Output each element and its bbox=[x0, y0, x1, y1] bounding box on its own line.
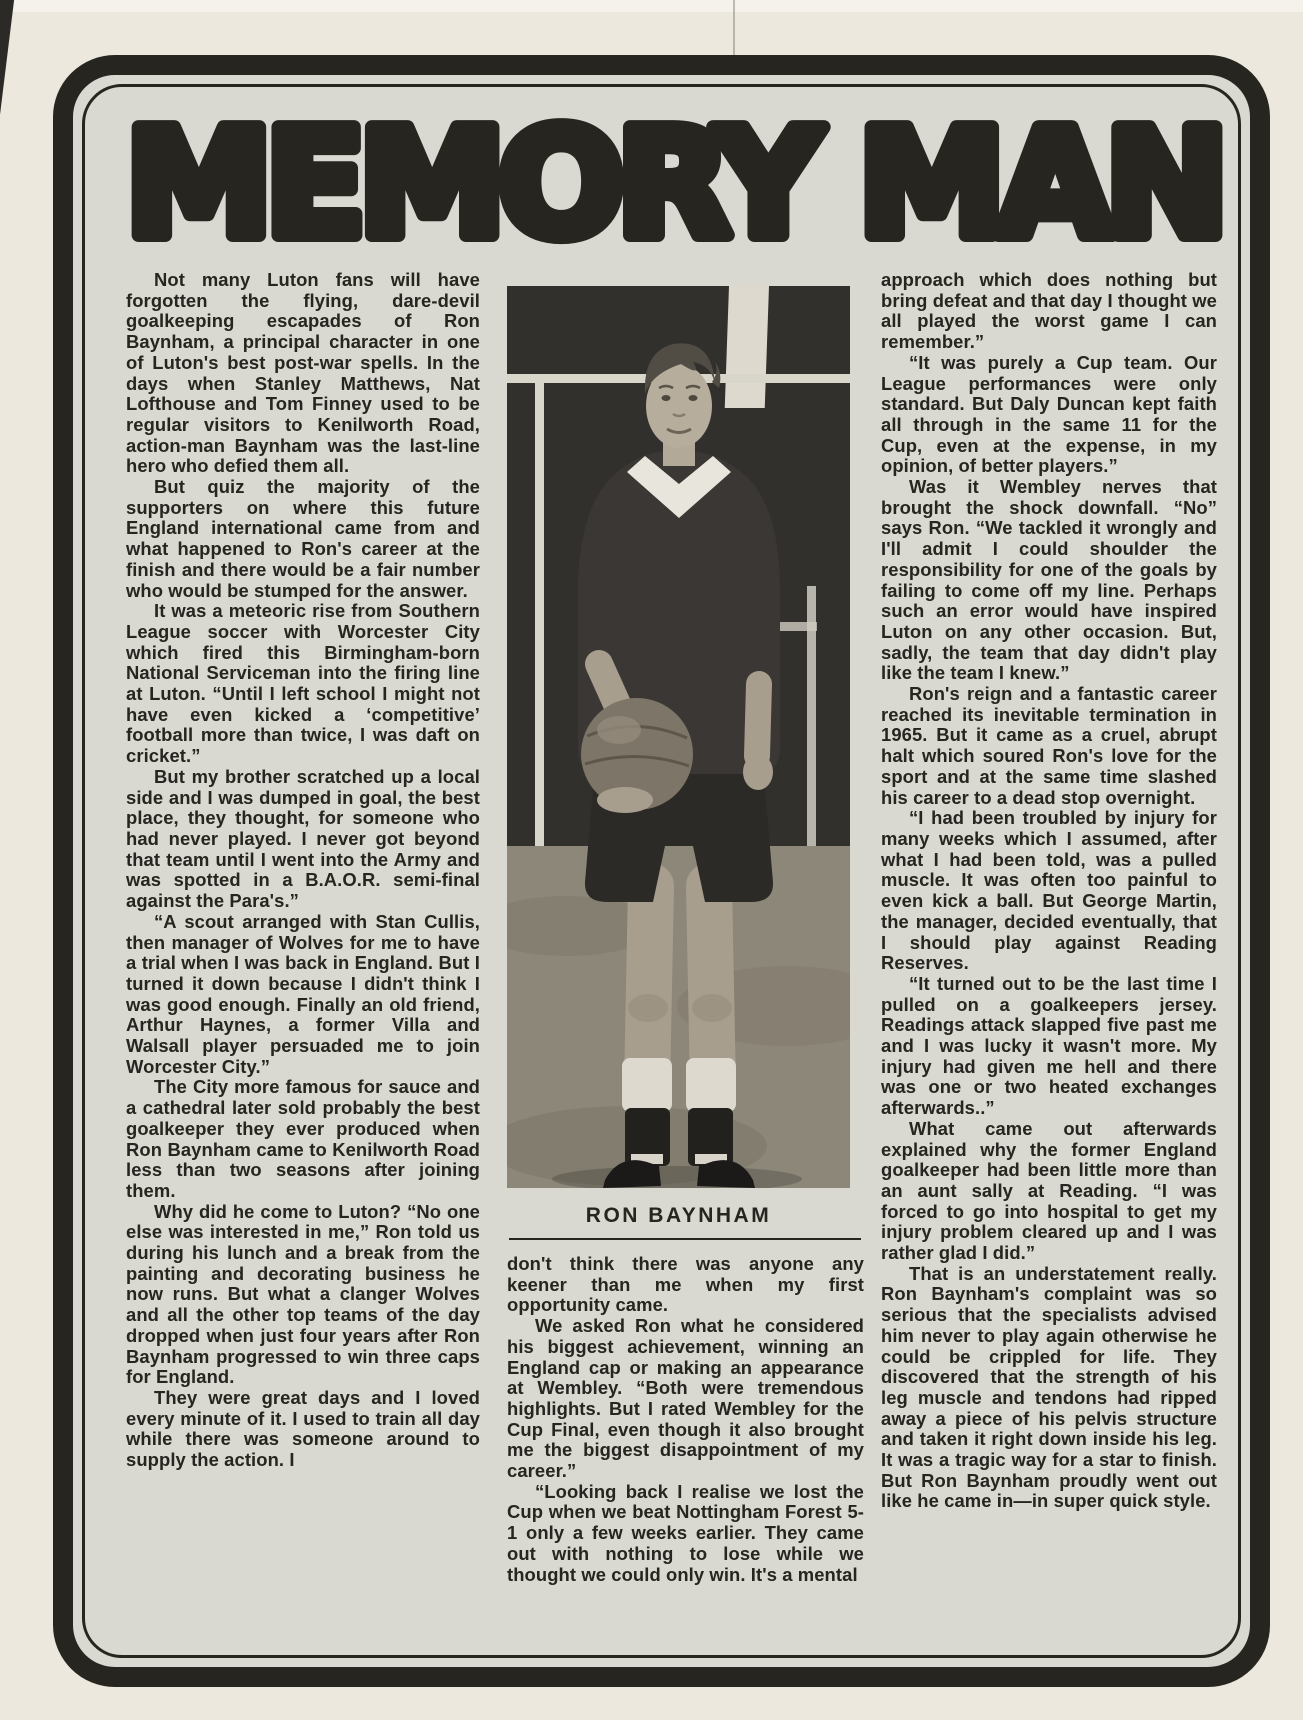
paragraph: But quiz the majority of the supporters on where this future England international came from and what happened to Ron's career at the finish and there would be a fair number who would be stumped for the answer. bbox=[126, 476, 480, 601]
column-left bbox=[126, 270, 480, 1471]
paragraph: The City more famous for sauce and a cathedral later sold probably the best goalkeeper they ever produced when Ron Baynham came to Kenilworth Road less than two seasons after joining them. bbox=[126, 1076, 480, 1201]
paragraph: Was it Wembley nerves that brought the shock downfall. “No” says Ron. “We tackled it wrongly and I'll admit I could shoulder the responsibility for one of the goals by failing to come off my line. Perhaps such an error would have inspired Luton on any other occasion. But, sadly, the team that day didn't play like the team I knew.” bbox=[881, 476, 1217, 684]
page-title: MEMORY MAN bbox=[125, 111, 1222, 263]
paragraph: “A scout arranged with Stan Cullis, then manager of Wolves for me to have a trial when I was back in England. But I turned it down because I didn't think I was good enough. Finally an old friend, Arthur Haynes, a former Villa and Walsall player persuaded me to join Worcester City.” bbox=[126, 910, 480, 1077]
paragraph: approach which does nothing but bring defeat and that day I thought we all played the worst game I can remember.” bbox=[881, 269, 1217, 353]
paragraph: They were great days and I loved every minute of it. I used to train all day while there was someone around to supply the action. I bbox=[126, 1386, 480, 1471]
paper-crease bbox=[733, 0, 735, 56]
paragraph: What came out afterwards explained why the former England goalkeeper had been little more than an aunt sally at Reading. “I was forced to go into hospital to get my injury problem cleared up and I was rather glad I did.” bbox=[881, 1117, 1217, 1264]
paragraph: We asked Ron what he considered his biggest achievement, winning an England cap or making an appearance at Wembley. “Both were tremendous highlights. But I rated Wembley for the Cup Final, even though it also brought me the biggest disappointment of my career.” bbox=[507, 1315, 864, 1482]
paragraph: don't think there was anyone any keener than me when my first opportunity came. bbox=[507, 1253, 864, 1316]
article-frame bbox=[53, 55, 1270, 1687]
photo-caption: RON BAYNHAM bbox=[585, 1204, 772, 1227]
caption-divider bbox=[509, 1238, 861, 1240]
goalkeeper-illustration bbox=[507, 286, 850, 1188]
scan-artifact bbox=[0, 0, 18, 116]
paragraph: But my brother scratched up a local side and I was dumped in goal, the best place, they thought, for someone who had never played. I never got beyond that team until I went into the Army and was spotted in a B.A.O.R. semi-final against the Para's.” bbox=[126, 765, 480, 912]
paragraph: “I had been troubled by injury for many weeks which I assumed, after what I had been told, was a pulled muscle. It was often too painful to even kick a ball. But George Martin, the manager, decided eventually, that I should play against Reading Reserves. bbox=[881, 807, 1217, 974]
article-title-art bbox=[123, 111, 1235, 263]
paragraph: Ron's reign and a fantastic career reached its inevitable termination in 1965. But it came as a cruel, abrupt halt which soured Ron's love for the sport and at the same time slashed his career to a dead stop overnight. bbox=[881, 683, 1217, 808]
paragraph: “It was purely a Cup team. Our League performances were only standard. But Daly Duncan kept faith all through in the same 11 for the Cup, even at the expense, in my opinion, of better players.” bbox=[881, 351, 1217, 477]
paragraph: “Looking back I realise we lost the Cup when we beat Nottingham Forest 5-1 only a few weeks earlier. They came out with nothing to lose while we thought we could only win. It's a mental bbox=[507, 1480, 864, 1585]
column-middle bbox=[507, 270, 864, 1585]
ron-baynham-photo bbox=[507, 286, 850, 1188]
paragraph: That is an understatement really. Ron Baynham's complaint was so serious that the specialists advised him never to play again otherwise he could be crippled for life. They discovered that the strength of his leg muscle and tendons had ripped away a piece of his pelvis structure and taken it right down inside his leg. It was a tragic way for a star to finish. But Ron Baynham proudly went out like he came in—in super quick style. bbox=[881, 1262, 1217, 1512]
paragraph: Why did he come to Luton? “No one else was interested in me,” Ron told us during his lunch and a break from the painting and decorating business he now runs. But what a clanger Wolves and all the other top teams of the day dropped when just four years after Ron Baynham progressed to win three caps for England. bbox=[126, 1200, 480, 1388]
paragraph: “It turned out to be the last time I pulled on a goalkeepers jersey. Readings attack slapped five past me and I was lucky it wasn't more. My injury had given me hell and there was one or two heated exchanges afterwards..” bbox=[881, 972, 1217, 1119]
paragraph: It was a meteoric rise from Southern League soccer with Worcester City which fired this Birmingham-born National Serviceman into the firing line at Luton. “Until I left school I might not have even kicked a ‘competitive’ football more than twice, I was daft on cricket.” bbox=[126, 600, 480, 767]
column-right bbox=[881, 270, 1217, 1512]
paragraph: Not many Luton fans will have forgotten the flying, dare-devil goalkeeping escapades of Ron Baynham, a principal character in one of Luton's best post-war spells. In the days when Stanley Matthews, Nat Lofthouse and Tom Finney used to be regular visitors to Kenilworth Road, action-man Baynham was the last-line hero who defied them all. bbox=[126, 269, 480, 477]
